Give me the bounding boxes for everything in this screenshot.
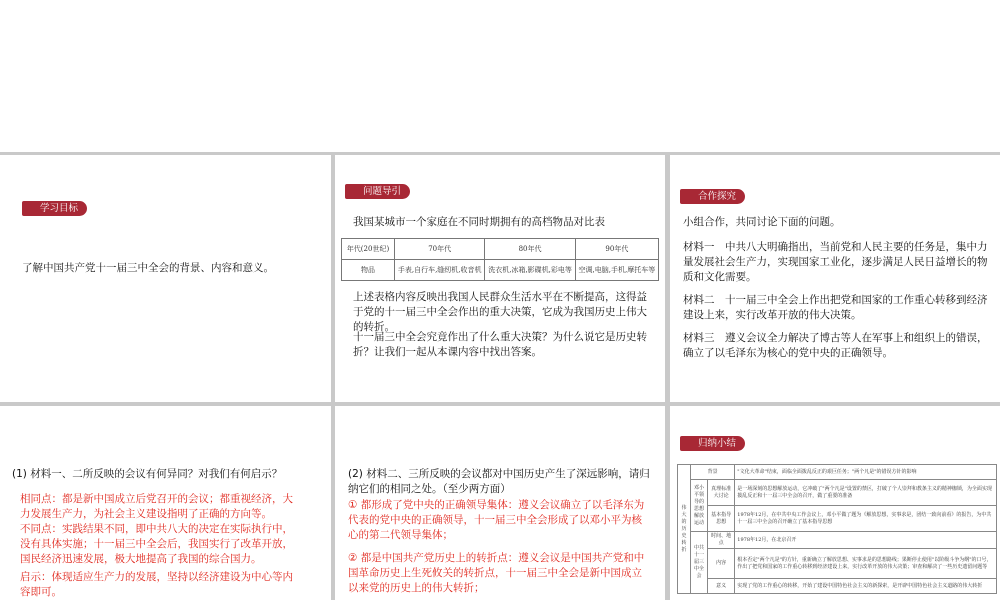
paragraph-question: 十一届三中全会究竟作出了什么重大决策？为什么说它是历史转折？让我们一起从本课内容中找出答案。: [353, 331, 647, 358]
table-cell: 洗衣机,冰箱,影碟机,彩电等: [485, 260, 575, 281]
table-cell: 手表,自行车,缝纫机,收音机: [395, 260, 485, 281]
material-two: 材料二 十一届三中全会上作出把党和国家的工作重心转移到经济建设上来，实行改革开放的伟大决策。: [683, 294, 988, 321]
table-cell: 90年代: [575, 239, 658, 260]
table-row: [678, 480, 997, 506]
answer-leadership: ① 都形成了党中央的正确领导集体：遵义会议确立了以毛泽东为代表的党中央的正确领导，十一届三中全会形成了以邓小平为核心的第二代领导集体；: [348, 499, 645, 541]
question-guide-badge: [345, 184, 410, 199]
table-row: [678, 532, 997, 549]
table-cell: 空调,电脑,手机,摩托车等: [575, 260, 658, 281]
row-label: 真理标准大讨论: [708, 480, 735, 506]
cooperative-inquiry-badge: [680, 189, 745, 204]
table-cell: 80年代: [485, 239, 575, 260]
badge-label: 合作探究: [680, 189, 745, 204]
slide-question-guide[interactable]: [335, 155, 665, 402]
badge-label: 问题导引: [345, 184, 410, 199]
slide-question-two-answer[interactable]: [335, 406, 665, 600]
table-cell: 物品: [342, 260, 395, 281]
table-row: [342, 260, 659, 281]
answer-differences: 不同点：实践结果不同，即中共八大的决定在实际执行中，没有具体实施；十一届三中全会后，我国实行了改革开放，国民经济迅速发展，极大地提高了我国的综合国力。: [20, 523, 293, 565]
side-label: 伟大的历史转折: [678, 465, 691, 594]
row-label: 背景: [691, 465, 735, 480]
group-work-intro: 小组合作，共同讨论下面的问题。: [683, 216, 841, 228]
learning-goals-badge: [22, 201, 87, 216]
table-header-row: [342, 239, 659, 260]
row-content: 1978年12月，在北京召开: [735, 532, 997, 549]
summary-badge: [680, 436, 745, 451]
table-row: [678, 465, 997, 480]
row-label: 内容: [708, 549, 735, 579]
answer-similarities: 相同点：都是新中国成立后党召开的会议；都重视经济，大力发展生产力，为社会主义建设指明了正确的方向等。: [20, 493, 293, 520]
badge-label: 学习目标: [22, 201, 87, 216]
question-two: (2) 材料二、三所反映的会议都对中国历史产生了深远影响，请归纳它们的相同之处。（至少两方面）: [348, 468, 650, 495]
slide-learning-goals[interactable]: [0, 155, 331, 402]
learning-goal-text: 了解中国共产党十一届三中全会的背景、内容和意义。: [22, 262, 274, 274]
row-label: 时间、地点: [708, 532, 735, 549]
group-label: 邓小平领导的思想解放运动: [691, 480, 708, 532]
table-title: 我国某城市一个家庭在不同时期拥有的高档物品对比表: [353, 216, 605, 228]
summary-table: [677, 464, 997, 594]
answer-insight: 启示：体现适应生产力的发展，坚持以经济建设为中心等内容即可。: [20, 571, 293, 598]
row-content: 1978年12月，在中共中央工作会议上，邓小平做了题为《解放思想，实事求是，团结一致向前看》的报告，为中共十一届三中全会的召开确立了基本指导思想: [735, 506, 997, 532]
material-three: 材料三 遵义会议全力解决了博古等人在军事上和组织上的错误，确立了以毛泽东为核心的党中央的正确领导。: [683, 332, 988, 359]
comparison-table: [341, 238, 659, 281]
badge-label: 归纳小结: [680, 436, 745, 451]
table-row: [678, 579, 997, 594]
row-label: 意义: [708, 579, 735, 594]
table-cell: 70年代: [395, 239, 485, 260]
table-cell: 年代(20世纪): [342, 239, 395, 260]
paragraph-reflection: 上述表格内容反映出我国人民群众生活水平在不断提高，这得益于党的十一届三中全会作出的重大决策，它成为我国历史上伟大的转折。: [353, 291, 647, 333]
question-one: (1) 材料一、二所反映的会议有何异同？对我们有何启示？: [12, 468, 283, 480]
material-one: 材料一 中共八大明确指出，当前党和人民主要的任务是，集中力量发展社会生产力，实现国家工业化，逐步满足人民日益增长的物质和文化需要。: [683, 241, 988, 283]
row-content: "文化大革命"结束，面临全面拨乱反正的艰巨任务；"两个凡是"的错误方针的影响: [735, 465, 997, 480]
group-label: 中共十一届三中全会: [691, 532, 708, 594]
slide-cooperative-inquiry[interactable]: [670, 155, 1000, 402]
blank-header-area: [0, 0, 1000, 152]
table-row: [678, 506, 997, 532]
row-content: 实现了党的工作重心的转移，开始了建设中国特色社会主义的新探索，是开辟中国特色社会主义道路的伟大转折: [735, 579, 997, 594]
answer-turning-point: ② 都是中国共产党历史上的转折点：遵义会议是中国共产党和中国革命历史上生死攸关的转折点，十一届三中全会是新中国成立以来党的历史上的伟大转折；: [348, 552, 645, 594]
row-content: 是一场深刻的思想解放运动，它冲破了"两个凡是"设置的禁区，打破了个人崇拜和教条主义的精神枷锁，为全面实现拨乱反正和十一届三中全会的召开，做了重要的准备: [735, 480, 997, 506]
slide-summary[interactable]: [670, 406, 1000, 600]
slide-question-one-answer[interactable]: [0, 406, 331, 600]
row-content: 根本否定"两个凡是"的方针，重新确立了解放思想、实事求是的思想路线；果断停止使用"以阶级斗争为纲"的口号，作出了把党和国家的工作重心转移到经济建设上来，实行改革开放的伟大决策；审查和解决了一些历史遗留问题等: [735, 549, 997, 579]
table-row: [678, 549, 997, 579]
row-label: 基本指导思想: [708, 506, 735, 532]
